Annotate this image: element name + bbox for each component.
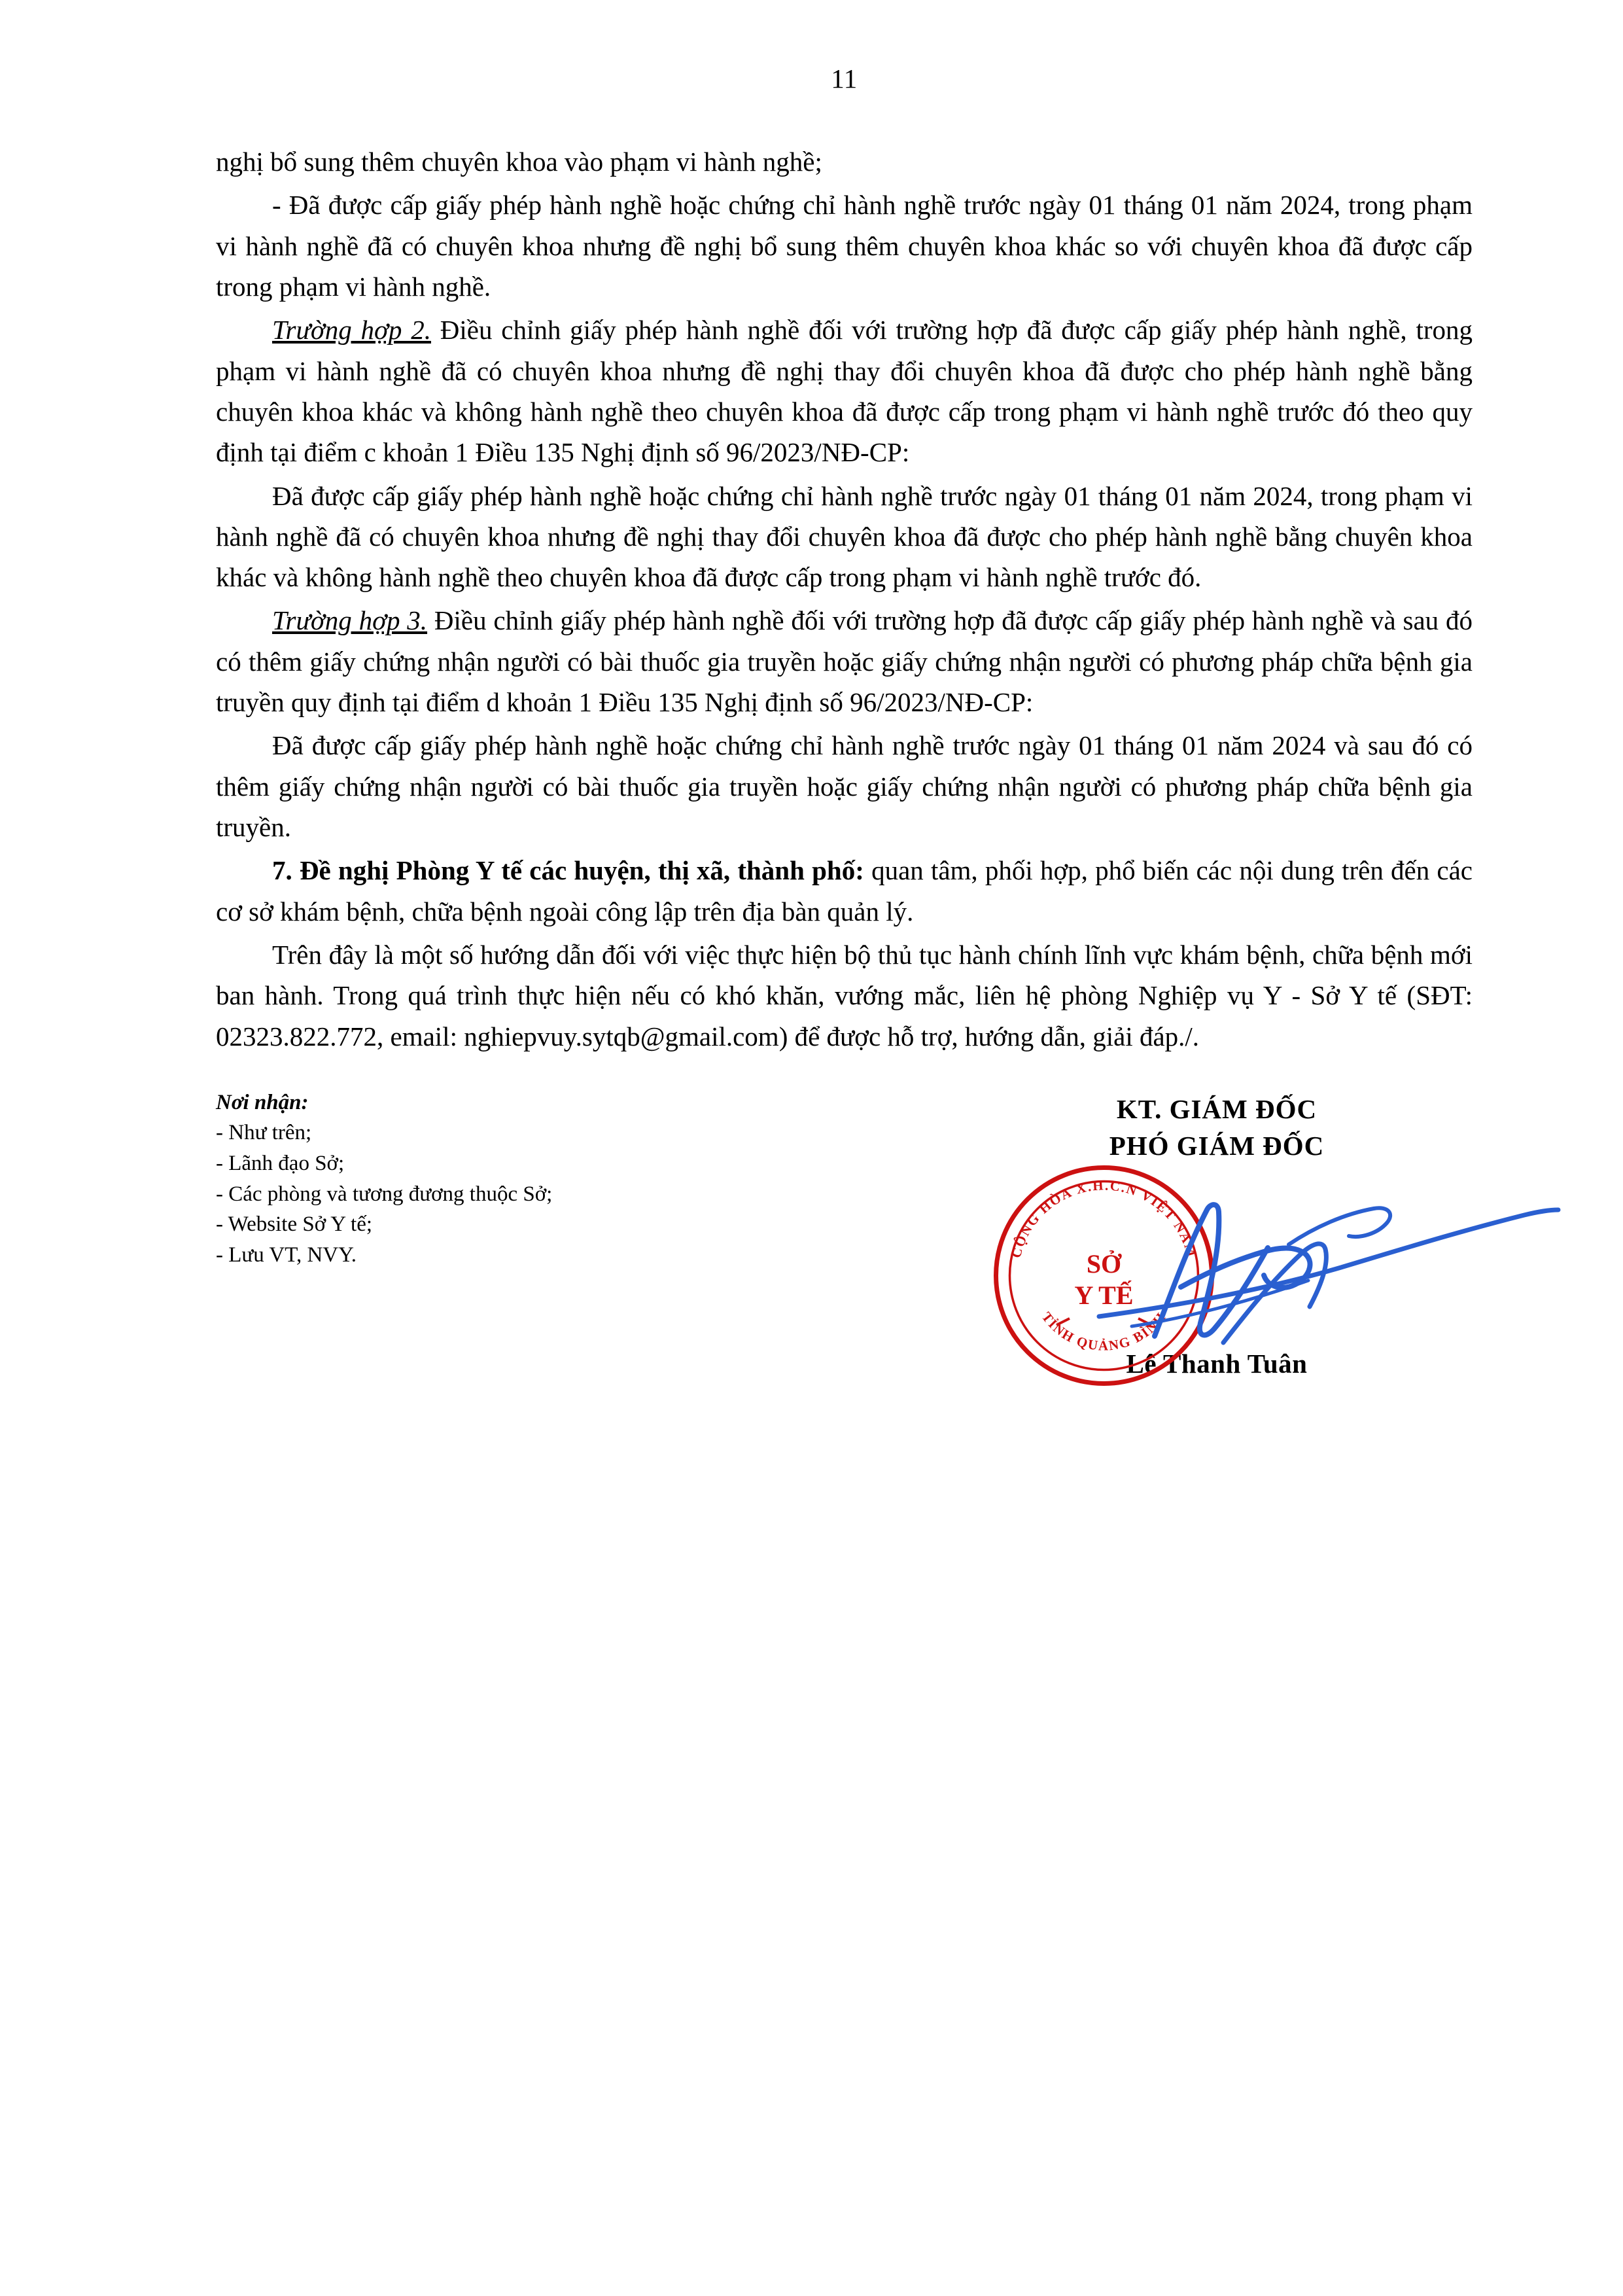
svg-text:Y TẾ: Y TẾ [1074,1280,1134,1310]
case-label-2: Trường hợp 2. [272,315,431,345]
paragraph-text: Đã được cấp giấy phép hành nghề hoặc chứng chỉ hành nghề trước ngày 01 tháng 01 năm 2024, trong phạm vi hành nghề đã có chuyên khoa nhưng đề nghị thay đổi chuyên khoa đã được cho phép hành nghề bằng chuyên khoa khác và không hành nghề theo chuyên khoa đã được cấp trong phạm vi hành nghề trước đó. [216,480,1473,593]
paragraph-closing [216,934,1473,1057]
recipient-item: - Lưu VT, NVY. [216,1243,357,1267]
recipients-title: Nơi nhận: [216,1090,309,1114]
paragraph-item-7 [216,850,1473,932]
recipient-item: - Như trên; [216,1120,312,1144]
signature-name: Lê Thanh Tuân [1126,1349,1308,1379]
recipient-item: - Website Sở Y tế; [216,1212,373,1237]
paragraph-truong-hop-2-detail [216,476,1473,598]
svg-text:CỘNG HÒA X.H.C.N VIỆT NAM: CỘNG HÒA X.H.C.N VIỆT NAM [1007,1177,1200,1260]
paragraph-text: - Đã được cấp giấy phép hành nghề hoặc chứng chỉ hành nghề trước ngày 01 tháng 01 năm 2024, trong phạm vi hành nghề đã có chuyên khoa nhưng đề nghị bổ sung thêm chuyên khoa khác so với chuyên khoa đã được cấp trong phạm vi hành nghề. [216,190,1473,302]
item-7-heading: 7. Đề nghị Phòng Y tế các huyện, thị xã, thành phố: [272,855,864,886]
svg-text:SỞ: SỞ [1086,1248,1122,1279]
paragraph-text: nghị bổ sung thêm chuyên khoa vào phạm vi hành nghề; [216,147,822,177]
paragraph-text: Điều chỉnh giấy phép hành nghề đối với trường hợp đã được cấp giấy phép hành nghề và sau đó có thêm giấy chứng nhận người có bài thuốc gia truyền hoặc giấy chứng nhận người có phương pháp chữa bệnh gia truyền quy định tại điểm d khoản 1 Điều 135 Nghị định số 96/2023/NĐ-CP: [216,605,1473,718]
paragraph-truong-hop-2 [216,309,1473,472]
signature-block [935,1091,1498,1379]
recipients-block [216,1091,805,1271]
page-number: 11 [831,63,858,94]
case-label-3: Trường hợp 3. [272,605,428,636]
signature-title-line-2: PHÓ GIÁM ĐỐC [1109,1131,1325,1161]
paragraph-dash-item [216,185,1473,307]
paragraph-truong-hop-3 [216,600,1473,722]
paragraph-text: Trên đây là một số hướng dẫn đối với việc thực hiện bộ thủ tục hành chính lĩnh vực khám bệnh, chữa bệnh mới ban hành. Trong quá trình thực hiện nếu có khó khăn, vướng mắc, liên hệ phòng Nghiệp vụ Y - Sở Y tế (SĐT: 02323.822.772, email: nghiepvuy.sytqb@gmail.com) để được hỗ trợ, hướng dẫn, giải đáp./. [216,939,1473,1051]
recipient-item: - Lãnh đạo Sở; [216,1151,345,1175]
paragraph-text: Đã được cấp giấy phép hành nghề hoặc chứng chỉ hành nghề trước ngày 01 tháng 01 năm 2024 và sau đó có thêm giấy chứng nhận người có bài thuốc gia truyền hoặc giấy chứng nhận người có phương pháp chữa bệnh gia truyền. [216,730,1473,842]
paragraph-text: Điều chỉnh giấy phép hành nghề đối với trường hợp đã được cấp giấy phép hành nghề, trong phạm vi hành nghề đã có chuyên khoa nhưng đề nghị thay đổi chuyên khoa đã được cho phép hành nghề bằng chuyên khoa khác và không hành nghề theo chuyên khoa đã được cấp trong phạm vi hành nghề trước đó theo quy định tại điểm c khoản 1 Điều 135 Nghị định số 96/2023/NĐ-CP: [216,315,1473,468]
document-footer [216,1091,1473,1405]
recipient-item: - Các phòng và tương đương thuộc Sở; [216,1182,553,1206]
signature-title-line-1: KT. GIÁM ĐỐC [1116,1093,1318,1124]
paragraph-continuation [216,141,1473,182]
paragraph-truong-hop-3-detail [216,725,1473,847]
document-body [216,141,1473,1057]
svg-text:TỈNH QUẢNG BÌNH: TỈNH QUẢNG BÌNH [1038,1309,1170,1354]
paragraph-text: quan tâm, phối hợp, phổ biến các nội dung trên đến các cơ sở khám bệnh, chữa bệnh ngoài công lập trên địa bàn quản lý. [216,855,1473,927]
